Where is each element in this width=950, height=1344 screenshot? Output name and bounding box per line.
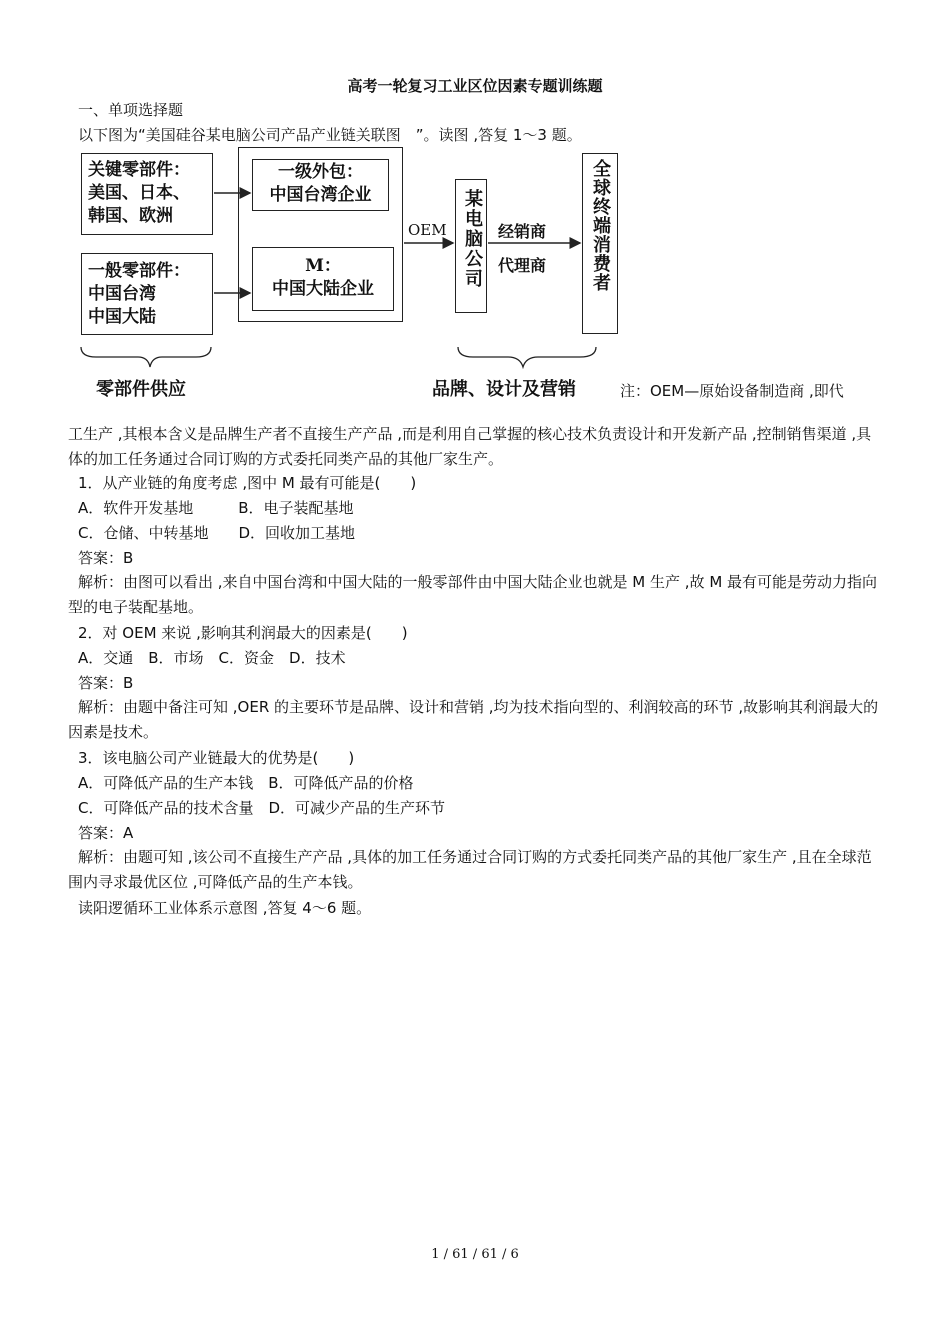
outsource-m-line: M： <box>305 256 341 276</box>
page-number: 1 / 61 / 61 / 6 <box>431 1247 519 1262</box>
diagram-lines <box>78 145 623 405</box>
q1-options-cd: C．仓储、中转基地 D．回收加工基地 <box>78 524 356 542</box>
q1-answer: 答案：B <box>78 549 134 567</box>
q1-options-ab: A．软件开发基地 B．电子装配基地 <box>78 499 354 517</box>
q1-analysis: 解析：由图可以看出 ,来自中国台湾和中国大陆的一般零部件由中国大陆企业也就是 M 生产 ,故 M 最有可能是劳动力指向型的电子装配基地。 <box>68 573 878 616</box>
general-parts-line: 一般零部件： <box>88 261 190 281</box>
general-parts-line: 中国大陆 <box>88 307 156 327</box>
key-parts-line: 美国、日本、 <box>88 183 190 203</box>
q3-options-cd: C．可降低产品的技术含量 D．可减少产品的生产环节 <box>78 799 446 817</box>
outsource-level1-line: 一级外包： <box>278 162 363 182</box>
outsource-m-line: 中国大陆企业 <box>272 279 374 299</box>
q2-analysis: 解析：由题中备注可知 ,OER 的主要环节是品牌、设计和营销 ,均为技术指向型的、利润较高的环节 ,故影响其利润最大的因素是技术。 <box>68 698 879 741</box>
brace-right <box>458 347 596 367</box>
key-parts-line: 关键零部件： <box>88 160 190 180</box>
q2-stem: 2．对 OEM 来说 ,影响其利润最大的因素是( ) <box>78 624 408 642</box>
q3-answer: 答案：A <box>78 824 134 842</box>
dealer-label-1: 经销商 <box>498 222 547 241</box>
q2-options: A．交通 B．市场 C．资金 D．技术 <box>78 649 346 667</box>
q1-stem: 1．从产业链的角度考虑 ,图中 M 最有可能是( ) <box>78 474 417 492</box>
consumer-text: 全球终端消费者 <box>590 159 611 292</box>
key-parts-line: 韩国、欧洲 <box>88 206 173 226</box>
brace-left-label: 零部件供应 <box>96 379 186 400</box>
q2-answer: 答案：B <box>78 674 134 692</box>
q3-analysis: 解析：由题可知 ,该公司不直接生产产品 ,具体的加工任务通过合同订购的方式委托同类产品的其他厂家生产 ,且在全球范围内寻求最优区位 ,可降低产品的生产本钱。 <box>68 848 872 891</box>
note-start: 注：OEM—原始设备制造商 ,即代 <box>620 382 844 400</box>
q3-stem: 3．该电脑公司产业链最大的优势是( ) <box>78 749 355 767</box>
note-rest: 工生产 ,其根本含义是品牌生产者不直接生产产品 ,而是利用自己掌握的核心技术负责设计和开发新产品 ,控制销售渠道 ,具体的加工任务通过合同订购的方式委托同类产品的其他厂家生产。 <box>68 425 872 468</box>
next-intro: 读阳逻循环工业体系示意图 ,答复 4～6 题。 <box>78 899 372 917</box>
q3-options-ab: A．可降低产品的生产本钱 B．可降低产品的价格 <box>78 774 414 792</box>
brace-right-label: 品牌、设计及营销 <box>432 379 576 400</box>
industry-chain-diagram <box>78 145 623 405</box>
brace-left <box>81 347 211 367</box>
company-text: 某电脑公司 <box>462 189 483 289</box>
document-title: 高考一轮复习工业区位因素专题训练题 <box>347 77 603 95</box>
section-heading: 一、单项选择题 <box>78 101 184 119</box>
oem-label: OEM <box>408 221 447 239</box>
general-parts-line: 中国台湾 <box>88 284 156 304</box>
intro-text: 以下图为“美国硅谷某电脑公司产品产业链关联图 ”。读图 ,答复 1～3 题。 <box>78 126 582 144</box>
dealer-label-2: 代理商 <box>498 256 547 275</box>
outsource-level1-line: 中国台湾企业 <box>269 185 372 205</box>
